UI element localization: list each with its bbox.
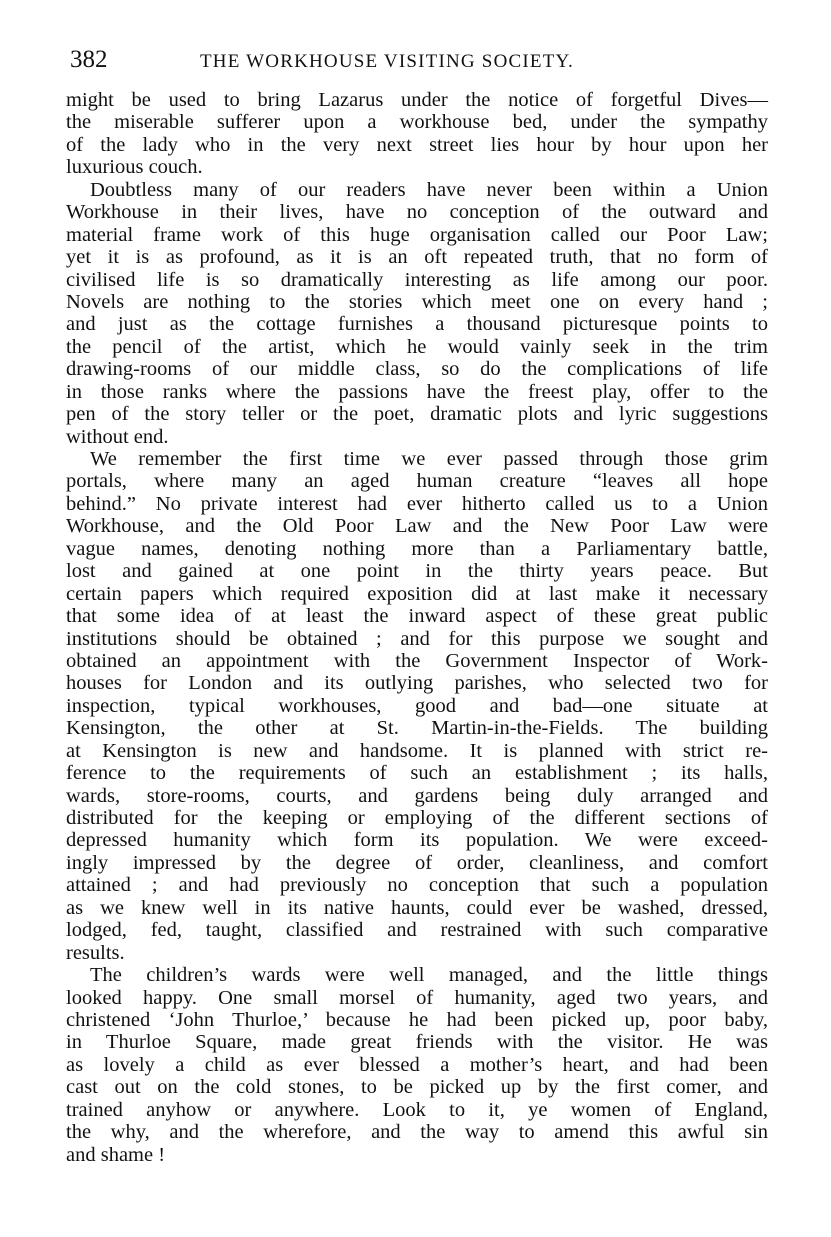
text-line: attained ; and had previously no conception that such a population — [66, 874, 768, 897]
text-line: ference to the requirements of such an establishment ; its halls, — [66, 762, 768, 785]
text-line: the pencil of the artist, which he would vainly seek in the trim — [66, 335, 768, 358]
text-line: ingly impressed by the degree of order, cleanliness, and comfort — [66, 851, 768, 874]
text-line: in those ranks where the passions have the freest play, offer to the — [66, 380, 768, 403]
text-line: cast out on the cold stones, to be picked up by the first comer, and — [66, 1076, 768, 1099]
text-line: material frame work of this huge organisation called our Poor Law; — [66, 223, 768, 246]
text-line: yet it is as profound, as it is an oft repeated truth, that no form of — [66, 246, 768, 269]
text-line: the miserable sufferer upon a workhouse bed, under the sympathy — [66, 111, 768, 134]
body-text — [66, 89, 768, 1166]
text-line: The children’s wards were well managed, and the little things — [90, 964, 768, 987]
text-line: christened ‘John Thurloe,’ because he had been picked up, poor baby, — [66, 1008, 768, 1031]
page-header — [70, 44, 770, 76]
text-line: as lovely a child as ever blessed a mother’s heart, and had been — [66, 1053, 768, 1076]
text-line: portals, where many an aged human creature “leaves all hope — [66, 470, 768, 493]
text-line: and just as the cottage furnishes a thousand picturesque points to — [66, 313, 768, 336]
text-line: Workhouse in their lives, have no conception of the outward and — [66, 201, 768, 224]
text-line: drawing-rooms of our middle class, so do the complications of life — [66, 358, 768, 381]
text-line: Workhouse, and the Old Poor Law and the New Poor Law were — [66, 515, 768, 538]
text-line: and shame ! — [66, 1143, 166, 1166]
text-line: without end. — [66, 425, 169, 448]
text-line: the why, and the wherefore, and the way to amend this awful sin — [66, 1121, 768, 1144]
text-line: behind.” No private interest had ever hitherto called us to a Union — [66, 492, 768, 515]
text-line: We remember the first time we ever passed through those grim — [90, 448, 768, 470]
text-line: that some idea of at least the inward aspect of these great public — [66, 605, 768, 628]
text-line: houses for London and its outlying parishes, who selected two for — [66, 672, 768, 695]
text-line: Novels are nothing to the stories which meet one on every hand ; — [66, 290, 768, 313]
text-line: depressed humanity which form its population. We were exceed- — [66, 829, 768, 852]
text-line: lost and gained at one point in the thirty years peace. But — [66, 560, 768, 583]
text-line: as we knew well in its native haunts, could ever be washed, dressed, — [66, 896, 768, 919]
running-title: THE WORKHOUSE VISITING SOCIETY. — [200, 51, 574, 72]
text-line: of the lady who in the very next street lies hour by hour upon her — [66, 133, 768, 156]
page-number: 382 — [70, 46, 108, 73]
text-line: at Kensington is new and handsome. It is planned with strict re- — [66, 739, 768, 762]
text-line: luxurious couch. — [66, 156, 203, 179]
text-line: distributed for the keeping or employing of the different sections of — [66, 807, 768, 829]
text-line: looked happy. One small morsel of humanity, aged two years, and — [66, 986, 768, 1009]
text-line: in Thurloe Square, made great friends with the visitor. He was — [66, 1031, 768, 1054]
text-line: wards, store-rooms, courts, and gardens being duly arranged and — [66, 784, 768, 807]
text-line: might be used to bring Lazarus under the notice of forgetful Dives— — [66, 89, 768, 111]
text-line: pen of the story teller or the poet, dramatic plots and lyric suggestions — [66, 403, 768, 426]
text-line: obtained an appointment with the Government Inspector of Work- — [66, 649, 768, 672]
text-line: results. — [66, 941, 125, 964]
text-line: Doubtless many of our readers have never been within a Union — [90, 178, 768, 201]
text-line: lodged, fed, taught, classified and restrained with such comparative — [66, 919, 768, 942]
text-line: vague names, denoting nothing more than a Parliamentary battle, — [66, 537, 768, 560]
text-line: Kensington, the other at St. Martin-in-the-Fields. The building — [66, 717, 768, 740]
text-line: certain papers which required exposition did at last make it necessary — [66, 582, 768, 605]
text-line: civilised life is so dramatically interesting as life among our poor. — [66, 268, 768, 291]
text-line: institutions should be obtained ; and for this purpose we sought and — [66, 627, 768, 650]
text-line: trained anyhow or anywhere. Look to it, ye women of England, — [66, 1098, 768, 1121]
text-line: inspection, typical workhouses, good and bad—one situate at — [66, 694, 768, 717]
